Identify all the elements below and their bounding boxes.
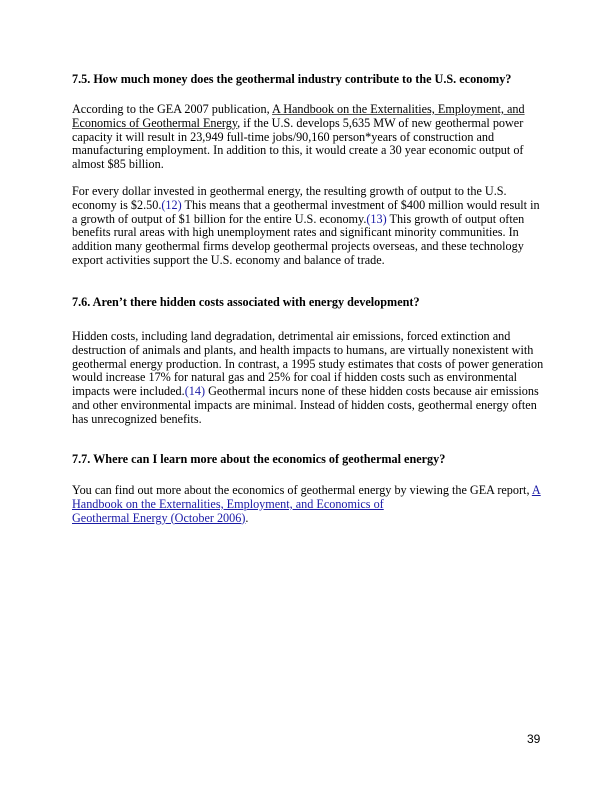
section-heading-7-6: 7.6. Aren’t there hidden costs associated with energy development? — [72, 295, 420, 309]
text: economy is $2.50. — [72, 197, 162, 212]
text-line — [72, 385, 542, 399]
section-heading-7-5: 7.5. How much money does the geothermal industry contribute to the U.S. economy? — [72, 72, 512, 86]
text: You can find out more about the economics of geothermal energy by viewing the GEA report, — [72, 483, 532, 497]
text: According to the GEA 2007 publication, — [72, 102, 273, 116]
text-line: manufacturing employment. In addition to this, it would create a 30 year economic output of — [72, 143, 524, 158]
text-line: export activities support the U.S. economy and balance of trade. — [72, 252, 385, 267]
section-heading-7-7: 7.7. Where can I learn more about the economics of geothermal energy? — [72, 452, 446, 466]
text: a growth of output of $1 billion for the entire U.S. economy. — [72, 211, 367, 226]
gea-report-link[interactable]: Geothermal Energy (October 2006) — [72, 510, 246, 525]
text: , if the U.S. develops 5,635 MW of new geothermal power — [237, 115, 524, 130]
text-line: For every dollar invested in geothermal energy, the resulting growth of output to the U.S. — [72, 184, 507, 198]
text-line — [72, 498, 542, 512]
reference-link-14[interactable]: (14) — [184, 384, 206, 399]
paragraph-7-6-1 — [72, 330, 542, 427]
paragraph-7-7-1 — [72, 484, 542, 525]
text-line: geothermal energy production. In contrast, a 1995 study estimates that costs of power generation — [72, 356, 544, 371]
text-line — [72, 117, 542, 131]
reference-link-12[interactable]: (12) — [161, 197, 182, 212]
paragraph-7-5-1 — [72, 103, 542, 172]
gea-report-link[interactable]: Handbook on the Externalities, Employment, and Economics of — [72, 496, 384, 511]
text-line: would increase 17% for natural gas and 25% for coal if hidden costs such as environmental — [72, 370, 518, 385]
text-line: destruction of animals and plants, and health impacts to humans, are virtually nonexistent with — [72, 342, 534, 357]
text-line: capacity it will result in 23,949 full-time jobs/90,160 person*years of construction and — [72, 129, 495, 144]
text: This growth of output often — [386, 211, 525, 226]
handbook-citation: A Handbook on the Externalities, Employment, and — [272, 102, 525, 116]
text-line: Hidden costs, including land degradation, detrimental air emissions, forced extinction and — [72, 329, 511, 343]
text-line — [72, 512, 542, 526]
text-line: has unrecognized benefits. — [72, 411, 202, 426]
handbook-citation: Economics of Geothermal Energy — [72, 115, 238, 130]
text-line — [72, 199, 542, 213]
text-line: almost $85 billion. — [72, 157, 164, 172]
reference-link-13[interactable]: (13) — [366, 211, 387, 226]
text-line — [72, 213, 542, 227]
text: This means that a geothermal investment of $400 million would result in — [181, 197, 540, 212]
text-line — [72, 484, 542, 498]
text: impacts were included. — [72, 384, 185, 399]
text-line: addition many geothermal firms develop geothermal projects overseas, and these technology — [72, 239, 524, 254]
text-line — [72, 103, 542, 117]
paragraph-7-5-2 — [72, 185, 542, 268]
text: . — [245, 510, 249, 525]
text-line: and other environmental impacts are minimal. Instead of hidden costs, geothermal energy often — [72, 397, 537, 412]
page-number: 39 — [527, 732, 541, 746]
text-line: benefits rural areas with high unemployment rates and significant minority communities. In — [72, 225, 519, 240]
text: Geothermal incurs none of these hidden costs because air emissions — [205, 384, 539, 399]
gea-report-link[interactable]: A — [531, 483, 541, 497]
